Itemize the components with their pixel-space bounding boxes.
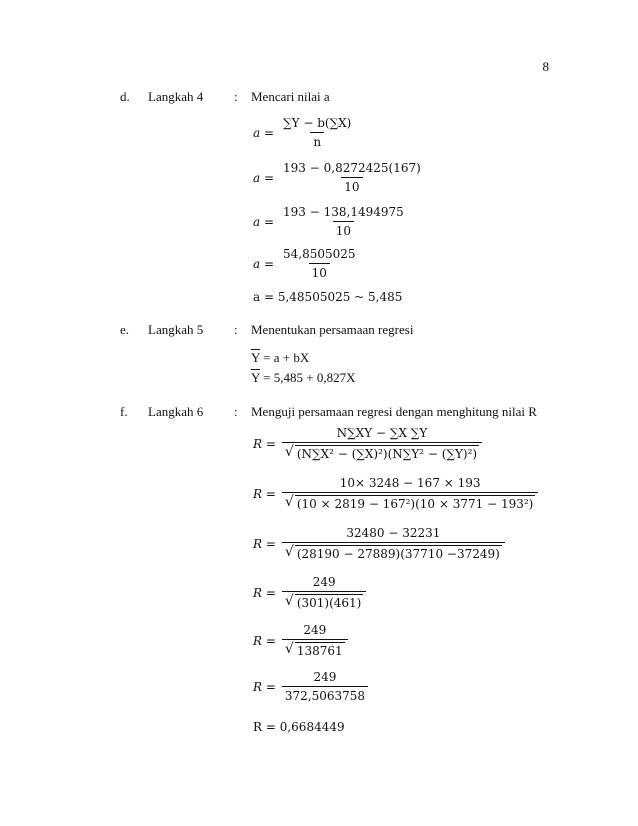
equation-r-result: R = 0,6684449 bbox=[253, 720, 345, 734]
equation-a-substitution: a = $\frac{193 - 0,8272425(167)}{10}$ bbox=[253, 161, 421, 194]
equation-r-step2: R = 32480 − 32231 √ (28190 − 27889)(37710 −37249) bbox=[253, 526, 505, 561]
equation-r-step5: R = $\frac{249}{372,5063758}$ bbox=[253, 670, 368, 703]
step-d-name: Langkah 4 bbox=[148, 89, 204, 104]
step-d-letter: d. bbox=[120, 89, 130, 104]
step-e-description: Menentukan persamaan regresi bbox=[251, 322, 414, 337]
equation-r-formula: R = N∑XY − ∑X ∑Y √ (N∑X² − (∑X)²)(N∑Y² − (∑Y)²) bbox=[253, 426, 482, 461]
equation-r-step4: R = 249 √ 138761 bbox=[253, 623, 348, 658]
step-d-colon: : bbox=[234, 89, 238, 104]
step-f-description: Menguji persamaan regresi dengan menghitung nilai R bbox=[251, 404, 537, 419]
equation-a-step3: a = $\frac{54,8505025}{10}$ bbox=[253, 247, 356, 280]
step-e-letter: e. bbox=[120, 322, 130, 337]
regression-equation-result: $\overline{Y} = 5,485 + 0,827X$ bbox=[251, 370, 356, 385]
equation-a-result: a = 5,48505025 ~ 5,485 bbox=[253, 290, 403, 304]
equation-r-substitution: R = 10× 3248 − 167 × 193 √ (10 × 2819 − 167²)(10 × 3771 − 193²) bbox=[253, 476, 538, 511]
equation-a-formula: a = $\frac{\sum Y - b(\sum X)}{n}$ bbox=[253, 116, 352, 149]
sqrt-icon: √ bbox=[284, 444, 294, 460]
step-e-name: Langkah 5 bbox=[148, 322, 204, 337]
sqrt-icon: √ bbox=[284, 641, 294, 657]
equation-a-step2: a = $\frac{193 - 138,1494975}{10}$ bbox=[253, 205, 404, 238]
sqrt-icon: √ bbox=[284, 593, 294, 609]
step-f-letter: f. bbox=[120, 404, 128, 419]
page-number: 8 bbox=[542, 59, 549, 74]
step-d-description: Mencari nilai a bbox=[251, 89, 330, 104]
step-f-name: Langkah 6 bbox=[148, 404, 204, 419]
sqrt-icon: √ bbox=[284, 494, 294, 510]
regression-equation-general: $\overline{Y} = a$ + bX bbox=[251, 350, 310, 365]
step-e-colon: : bbox=[234, 322, 238, 337]
step-f-colon: : bbox=[234, 404, 238, 419]
equation-r-step3: R = 249 √ (301)(461) bbox=[253, 575, 366, 610]
sqrt-icon: √ bbox=[284, 544, 294, 560]
